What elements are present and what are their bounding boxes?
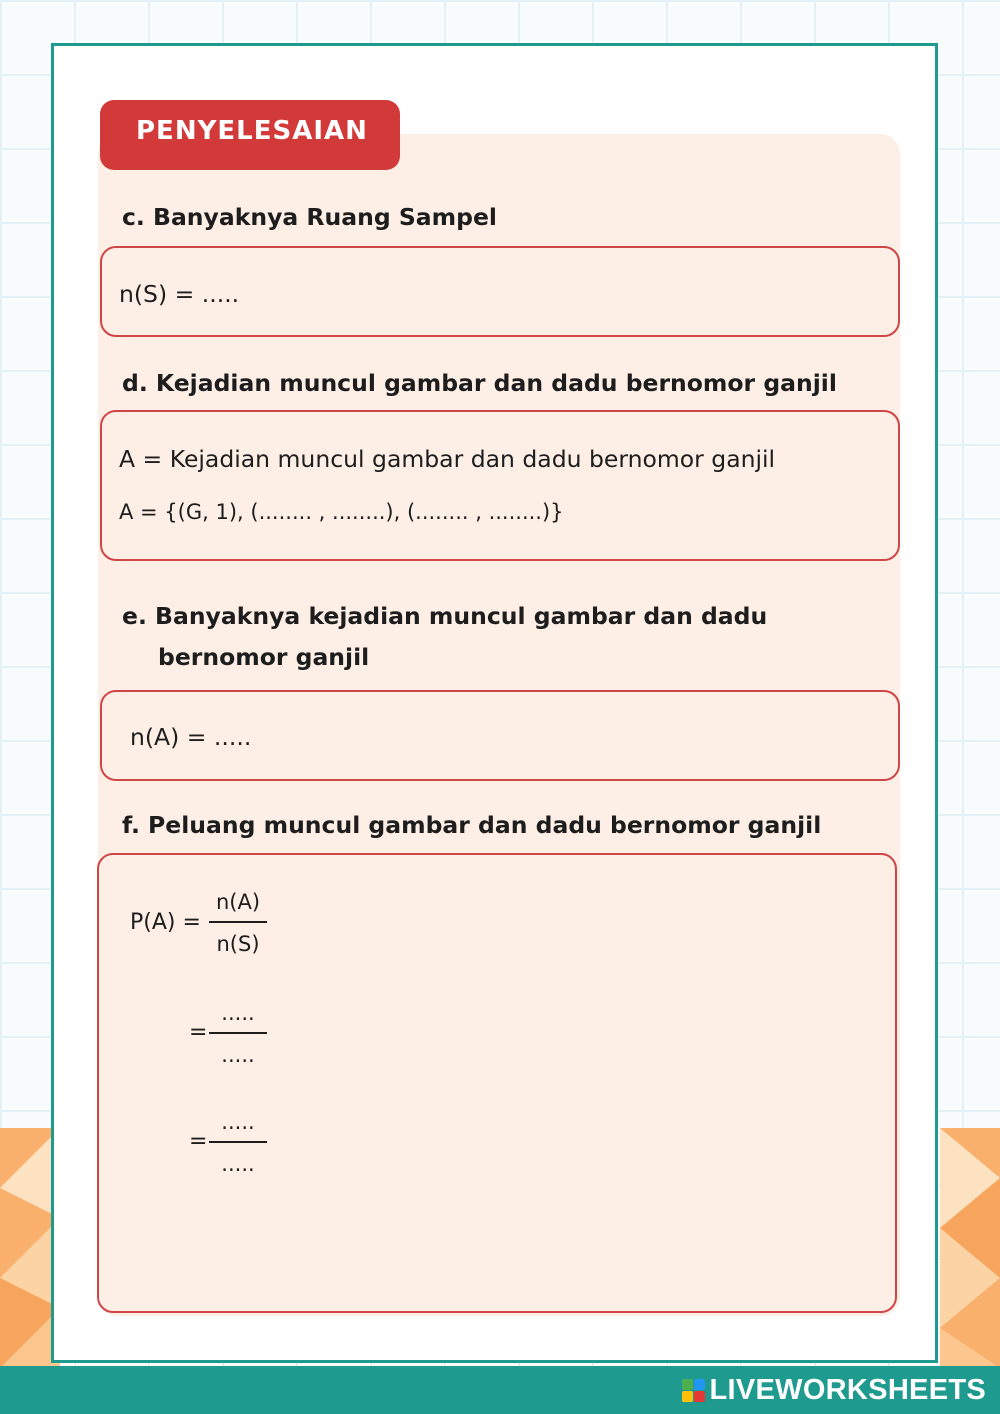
liveworksheets-brand[interactable] [682, 1370, 987, 1410]
question-e-title-line2: bernomor ganjil [158, 643, 370, 671]
probability-lhs: P(A) = [130, 910, 201, 935]
step2-denominator-blank: ..... [221, 1152, 255, 1176]
step1-fraction[interactable] [209, 998, 267, 1070]
question-e-title [122, 602, 767, 671]
fraction-numerator: n(A) [215, 890, 261, 914]
question-f-title: f. Peluang muncul gambar dan dadu bernomor ganjil [122, 811, 822, 839]
step2-fraction[interactable] [209, 1107, 267, 1179]
question-c-title: c. Banyaknya Ruang Sampel [122, 203, 497, 231]
event-set: A = {(G, 1), (........ , ........), (........ , ........)} [119, 500, 564, 524]
answer-box-f[interactable] [97, 853, 897, 1313]
event-definition: A = Kejadian muncul gambar dan dadu bernomor ganjil [119, 445, 776, 473]
fraction-denominator: n(S) [216, 932, 260, 956]
liveworksheets-logo-icon [682, 1379, 705, 1402]
event-count-answer: n(A) = ..... [130, 723, 252, 751]
answer-box-c[interactable] [100, 246, 900, 337]
equals-sign-step1: = [189, 1020, 208, 1045]
step2-fraction-bar [209, 1141, 267, 1143]
step2-numerator-blank: ..... [221, 1110, 255, 1134]
fraction-bar [209, 921, 267, 923]
section-header [100, 100, 400, 170]
step1-numerator-blank: ..... [221, 1001, 255, 1025]
sample-space-answer: n(S) = ..... [119, 280, 240, 308]
equals-sign-step2: = [189, 1129, 208, 1154]
section-header-label: PENYELESAIAN [136, 116, 368, 146]
question-e-title-line1: e. Banyaknya kejadian muncul gambar dan dadu [122, 602, 768, 630]
answer-box-d[interactable] [100, 410, 900, 561]
question-d-title: d. Kejadian muncul gambar dan dadu bernomor ganjil [122, 369, 837, 397]
probability-fraction [209, 887, 267, 959]
answer-box-e[interactable] [100, 690, 900, 781]
step1-fraction-bar [209, 1032, 267, 1034]
decorative-triangles-right [940, 1128, 1000, 1368]
step1-denominator-blank: ..... [221, 1043, 255, 1067]
brand-name: LIVEWORKSHEETS [709, 1373, 986, 1406]
